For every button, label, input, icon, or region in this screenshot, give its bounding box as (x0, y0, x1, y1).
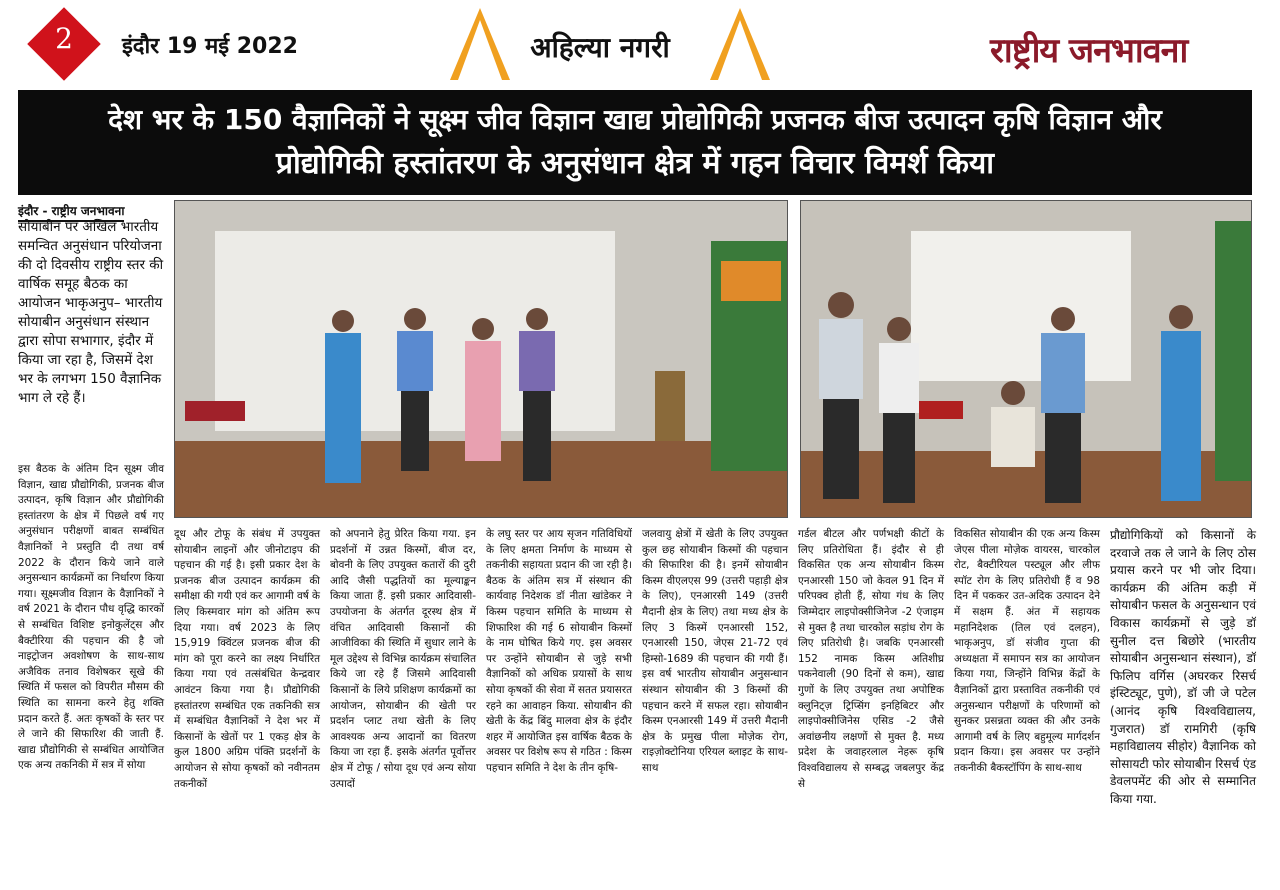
page-number: 2 (55, 22, 73, 55)
article-column-2: दूध और टोफू के संबंध में उपयुक्त सोयाबीन लाइनों और जीनोटाइप की पहचान की गई है। इसी प्रकार देश के प्रजनक बीज उत्पादन कार्यक्रम की समीक्षा की गयी एवं कर आगामी वर्ष के लिए किस्मवार मांग को अंतिम रूप दिया गया। वर्ष 2023 के लिए 15,919 क्विंटल प्रजनक बीज की मांग को पूरा करने का लक्ष्य निर्धारित किया गया एवं तत्संबंधित केन्द्रवार आवंटन किया गया है। प्रौद्योगिकी हस्तांतरण सम्बंधित एक तकनिकी सत्र में सम्बंधित वैज्ञानिकों ने देश भर में किसानों के खेतों पर 1 एकड़ क्षेत्र के कुल 1800 अग्रिम पंक्ति प्रदर्शनों के आयोजन से सोया कृषकों को नवीनतम तकनीकों (174, 528, 321, 790)
article-column-1: इस बैठक के अंतिम दिन सूक्ष्म जीव विज्ञान, खाद्य प्रौद्योगिकी, प्रजनक बीज उत्पादन, कृषि विज्ञान और प्रौद्योगिकी हस्तांतरण के क्षेत्र में पिछले वर्ष गए अनुसंधान परीक्षणों बाबत सम्बंधित वैज्ञानिकों ने प्रस्तुति दी तथा वर्ष 2022 के दौरान किये जाने वाले अनुसन्धान कार्यक्रमों का निर्धारण किया गया। सूक्ष्मजीव विज्ञान के वैज्ञानिकों ने वर्ष 2021 के दौरान पौध वृद्धि कारकों से सम्बंधित विशिष्ट इनोकुलेंट्स और बैक्टीरिया की पहचान की है जो नाइट्रोजन अवशोषण के साथ-साथ अजैविक तनाव विशेषकर सूखे की स्थिति में फसल को विपरीत मौसम की स्थिति का सामना करने हेतु शक्ति प्रदान करते हैं. अतः कृषकों के स्तर पर ले जाने की सिफारिश की जाती हैं. खाद्य प्रौद्योगिकी से सम्बंधित आयोजित एक अन्य तकनिकी में सत्र में सोया (18, 463, 164, 772)
article-column-6: गर्डल बीटल और पर्णभक्षी कीटों के लिए प्रतिरोधिता हैं। इंदौर से ही विकसित एक अन्य सोयाबीन किस्म एनआरसी 150 जो केवल 91 दिन में परिपक्व होती हैं, सोया गंध के लिए जिम्मेदार लाइपोक्सीजिनेज -2 एंजाइम से मुक्त है तथा चारकोल सड़ांध रोग के लिए प्रतिरोधी है। जबकि एनआरसी 152 नामक किस्म अतिशीघ्र पकनेवाली (90 दिनों से कम), खाद्य गुणों के लिए उपयुक्त तथा अपोष्टिक क्लुनिट्ज़ ट्रिप्सिंग इनहिबिटर और लाइपोक्सीजिनेस एसिड -2 जैसे अवांछनीय लक्षणों से मुक्त है. मध्य प्रदेश के जवाहरलाल नेहरू कृषि विश्वविद्यालय से सम्बद्ध जबलपुर केंद्र से (798, 528, 944, 790)
event-photo-felicitation (800, 200, 1252, 518)
headline-line-1: देश भर के 150 वैज्ञानिकों ने सूक्ष्म जीव विज्ञान खाद्य प्रोद्योगिकी प्रजनक बीज उत्पादन कृषि विज्ञान और (108, 103, 1162, 136)
photo-book-release-illustration (175, 201, 788, 518)
event-photo-book-release (174, 200, 788, 518)
article-column-7: विकसित सोयाबीन की एक अन्य किस्म जेएस पीला मोज़ेक वायरस, चारकोल रोट, बैक्टीरियल पस्ट्यूल और लीफ स्पॉट रोग के लिए प्रतिरोधी हैं व 98 दिन में पककर उत-अदिक उत्पादन देने में सक्षम हैं. अंत में सहायक महानिदेशक (तिल एवं दलहन), भाकृअनुप, डॉ संजीव गुप्ता की अध्यक्षता में समापन सत्र का आयोजन किया गया, जिन्होंने विभिन्न केंद्रों के वैज्ञानिकों द्वारा प्रस्तावित तकनीकी एवं अनुसन्धान परीक्षणों के परिणामों को सुनकर प्रसन्नता व्यक्त की और उनके आगामी वर्ष के लिए बहुमूल्य मार्गदर्शन प्रदान किया। इस अवसर पर उन्होंने तकनीकी बैकस्टॉपिंग के साथ-साथ (954, 528, 1100, 774)
headline-line-2: प्रोद्योगिकी हस्तांतरण के अनुसंधान क्षेत्र में गहन विचार विमर्श किया (275, 146, 995, 181)
headline-banner (18, 90, 1252, 195)
photo-felicitation-illustration (801, 201, 1252, 518)
page-number-badge (28, 8, 100, 80)
article-intro: सोयाबीन पर अखिल भारतीय समन्वित अनुसंधान परियोजना की दो दिवसीय राष्ट्रीय स्तर की वार्षिक समूह बैठक का आयोजन भाकृअनुप– भारतीय सोयाबीन अनुसंधान संस्थान द्वारा सोपा सभागार, इंदौर में किया जा रहा है, जिसमें देश भर के लगभग 150 वैज्ञानिक भाग ले रहे हैं। (18, 219, 164, 406)
article-column-4: के लघु स्तर पर आय सृजन गतिविधियों के लिए क्षमता निर्माण के माध्यम से तकनीकी सहायता प्रदान की जा रही है। बैठक के अंतिम सत्र में संस्थान की कार्यवाह निदेशक डॉ नीता खांडेकर ने किस्म पहचान समिति के माध्यम से शिफारिश की गई 6 सोयाबीन किस्मों के नाम घोषित किये गए. इस अवसर पर उन्होंने सोयाबीन से जुड़े सभी वैज्ञानिकों को अधिक प्रयासों के साथ सोया कृषकों की सेवा में सतत प्रयासरत रहने का आवाहन किया. सोयाबीन की खेती के केंद्र बिंदु मालवा क्षेत्र के इंदौर शहर में आयोजित इस वार्षिक बैठक के अवसर पर विशेष रूप से गठित : किस्म पहचान समिति ने देश के तीन कृषि- (486, 528, 632, 774)
article-column-5: जलवायु क्षेत्रों में खेती के लिए उपयुक्त कुल छह सोयाबीन किस्मों की पहचान की सिफारिश की है। इनमें सोयाबीन किस्म वीएलएस 99 (उत्तरी पहाड़ी क्षेत्र के लिए), एनआरसी 149 (उत्तरी मैदानी क्षेत्र के लिए) तथा मध्य क्षेत्र के लिए 3 किस्में एनआरसी 152, एनआरसी 150, जेएस 21-72 एवं हिम्सो-1689 की पहचान की गयी हैं। इस वर्ष भारतीय सोयाबीन अनुसन्धान संस्थान सोयाबीन की 3 किस्मों की पहचान करने में सफल रहा। सोयाबीन किस्म एनआरसी 149 में उत्तरी मैदानी क्षेत्र के प्रमुख पीला मोज़ेक रोग, राइज़ोक्टोनिया एरियल ब्लाइट के साथ-साथ (642, 528, 788, 774)
section-name: अहिल्या नगरी (530, 31, 670, 64)
newspaper-brand: राष्ट्रीय जनभावना (990, 31, 1188, 71)
dateline: इंदौर 19 मई 2022 (122, 34, 298, 59)
article-column-8: प्रौद्योगिकियों को किसानों के दरवाजे तक ले जाने के लिए ठोस प्रयास करने पर भी जोर दिया। कार्यक्रम की अंतिम कड़ी में सोयाबीन फसल के अनुसन्धान एवं विकास कार्यक्रमों से जुड़े डॉ सुनील दत्त बिछोरे (भारतीय सोयाबीन अनुसन्धान संस्थान), डॉ फिलिप वर्गिस (अघरकर रिसर्च इंस्टिट्यूट, पुणे), डॉ जी जे पटेल (आनंद कृषि विश्वविद्यालय, गुजरात) डॉ रामगिरी (कृषि महाविद्यालय सीहोर) वैज्ञानिक को सोसायटी फोर सोयाबीन रिसर्च एंड डेवलपमेंट की ओर से सम्मानित किया गया. (1110, 528, 1256, 806)
byline: इंदौर - राष्ट्रीय जनभावना (18, 202, 124, 222)
masthead-right-ornament (700, 4, 780, 84)
article-column-3: को अपनाने हेतु प्रेरित किया गया. इन प्रदर्शनों में उन्नत किस्मों, बीज दर, बोवनी के लिए उपयुक्त कतारों की दुरी आदि जैसी पद्धतियों का मूल्याङ्कन किया जाता हैं. इसी प्रकार आदिवासी-उपयोजना के अंतर्गत दूरस्थ क्षेत्र में वंचित आदिवासी किसानों की आजीविका की स्थिति में सुधार लाने के मूल उद्देश्य से विभिन्न कार्यक्रम संचालित किये जा रहे हैं जिसमे आदिवासी किसानों के लिये प्रशिक्षण कार्यक्रमों का आयोजन, सोयाबीन की खेती पर प्रदर्शन प्लाट तथा खेती के लिए आवश्यक अन्य आदानों का वितरण किया जा रहा हैं. इसके अंतर्गत पूर्वोत्तर क्षेत्र में टोफू / सोया दूध एवं अन्य सोया उत्पादों (330, 528, 476, 790)
